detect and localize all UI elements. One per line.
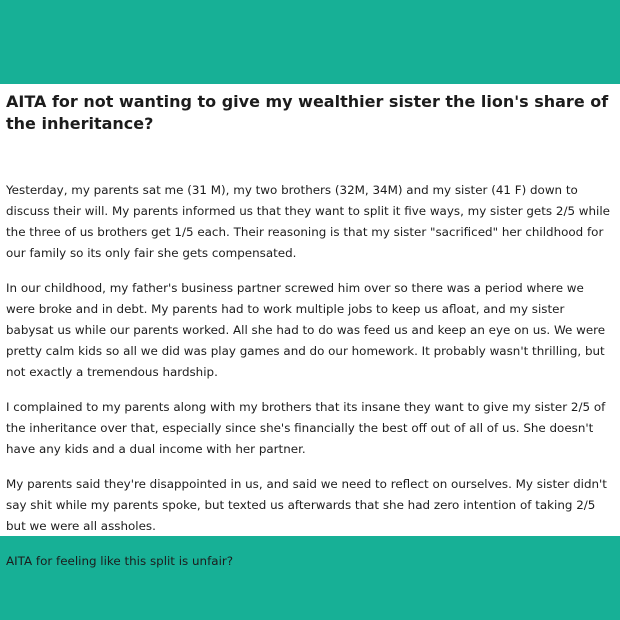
post-body xyxy=(6,180,614,572)
post-title: AITA for not wanting to give my wealthier sister the lion's share of the inheritance? xyxy=(6,92,609,133)
post-card xyxy=(0,84,620,568)
post-paragraph: AITA for feeling like this split is unfair? xyxy=(6,554,234,568)
post-paragraph: Yesterday, my parents sat me (31 M), my two brothers (32M, 34M) and my sister (41 F) down to discuss their will. My parents informed us that they want to split it five ways, my sister gets 2/5 while the three of us brothers get 1/5 each. Their reasoning is that my sister "sacrificed" her childhood for our family so its only fair she gets compensated. xyxy=(6,183,610,260)
post-paragraph: My parents said they're disappointed in us, and said we need to reflect on ourselves. My sister didn't say shit while my parents spoke, but texted us afterwards that she had zero intention of taking 2/5 but we were all assholes. xyxy=(6,477,607,533)
post-paragraph: I complained to my parents along with my brothers that its insane they want to give my sister 2/5 of the inheritance over that, especially since she's financially the best off out of all of us. She doesn't have any kids and a dual income with her partner. xyxy=(6,400,606,456)
post-paragraph: In our childhood, my father's business partner screwed him over so there was a period where we were broke and in debt. My parents had to work multiple jobs to keep us afloat, and my sister babysat us while our parents worked. All she had to do was feed us and keep an eye on us. We were pretty calm kids so all we did was play games and do our homework. It probably wasn't thrilling, but not exactly a tremendous hardship. xyxy=(6,281,606,379)
